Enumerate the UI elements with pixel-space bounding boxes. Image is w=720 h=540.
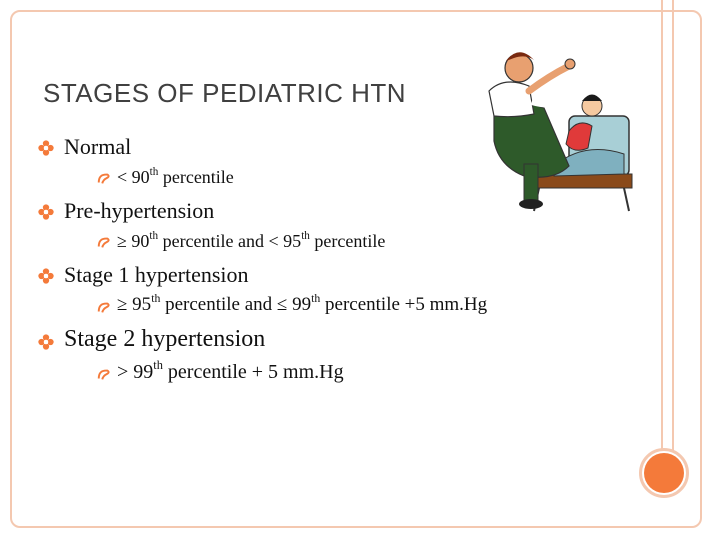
doctor-patient-clipart bbox=[474, 46, 634, 216]
sub-bullet-stage2: > 99th percentile + 5 mm.Hg bbox=[117, 358, 344, 383]
swirl-bullet-icon bbox=[97, 368, 111, 382]
decorative-line bbox=[672, 0, 674, 450]
bullet-item-stage1: Stage 1 hypertension bbox=[64, 262, 249, 287]
slide-title: STAGES OF PEDIATRIC HTN bbox=[43, 78, 407, 108]
decorative-line bbox=[661, 0, 663, 450]
sub-bullet-stage1: ≥ 95th percentile and ≤ 99th percentile +5 mm.Hg bbox=[117, 291, 488, 315]
sub-bullet-normal: < 90th percentile bbox=[117, 165, 234, 187]
decorative-circle-icon bbox=[644, 453, 684, 493]
sub-bullet-prehypertension: ≥ 90th percentile and < 95th percentile bbox=[117, 229, 386, 251]
flower-bullet-icon bbox=[37, 139, 55, 157]
swirl-bullet-icon bbox=[97, 172, 111, 186]
bullet-item-normal: Normal bbox=[64, 134, 132, 159]
bullet-item-stage2: Stage 2 hypertension bbox=[64, 326, 266, 352]
swirl-bullet-icon bbox=[97, 236, 111, 250]
flower-bullet-icon bbox=[37, 267, 55, 285]
bullet-item-prehypertension: Pre-hypertension bbox=[64, 198, 215, 223]
swirl-bullet-icon bbox=[97, 301, 111, 315]
flower-bullet-icon bbox=[37, 333, 55, 351]
flower-bullet-icon bbox=[37, 203, 55, 221]
